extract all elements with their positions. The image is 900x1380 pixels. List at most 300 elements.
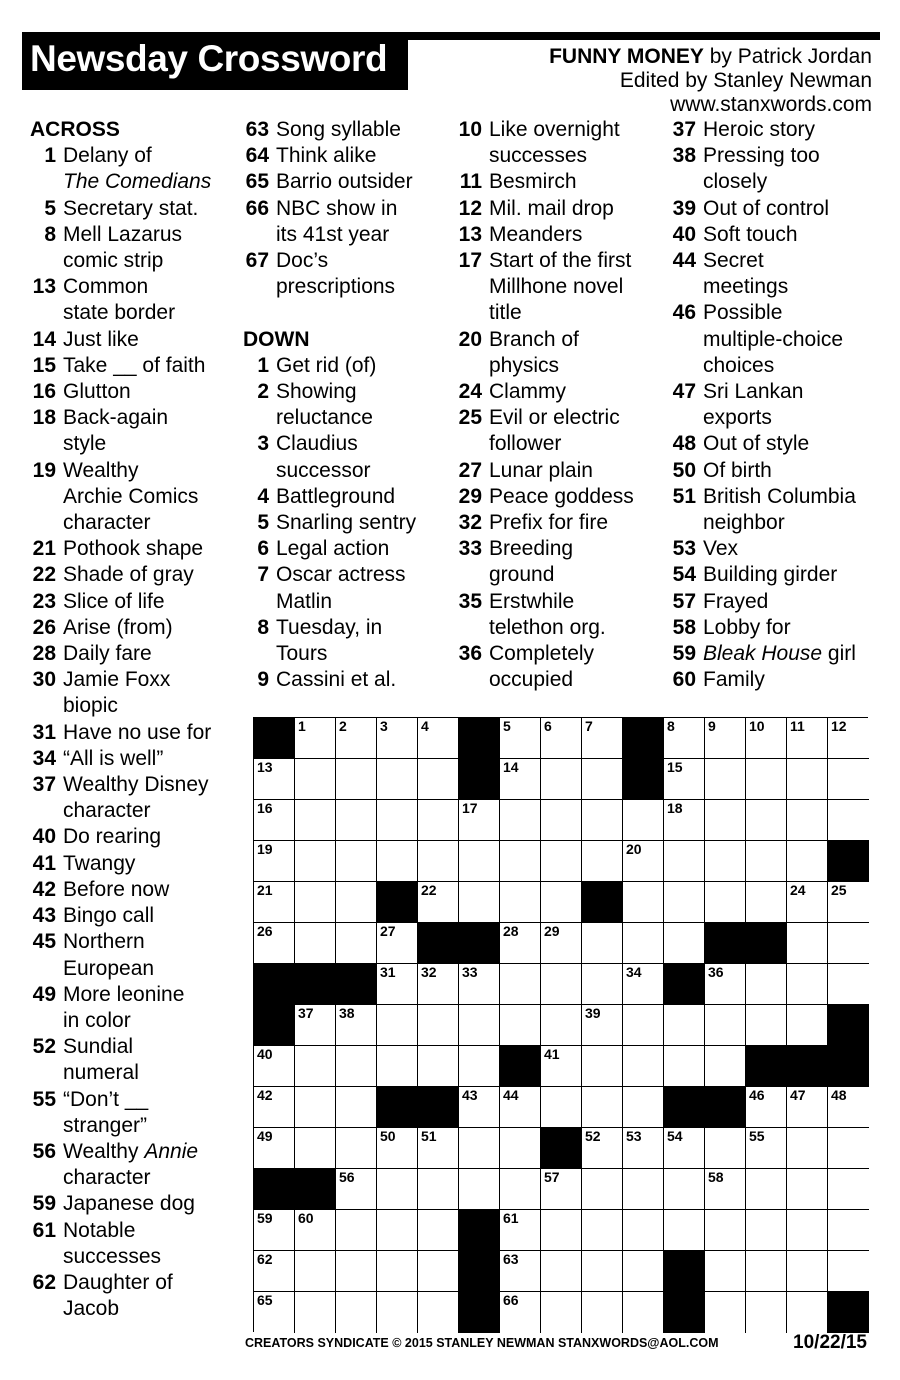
- clue-item: [670, 615, 875, 641]
- clue-number: 15: [32, 353, 56, 377]
- grid-cell[interactable]: [541, 923, 582, 964]
- clue-text: Glutton: [63, 380, 131, 404]
- clue-column-4: [670, 117, 875, 693]
- crossword-grid[interactable]: [253, 717, 868, 1332]
- grid-cell[interactable]: [459, 841, 500, 882]
- grid-cell[interactable]: [541, 1169, 582, 1210]
- grid-cell[interactable]: [787, 1292, 828, 1333]
- grid-cell[interactable]: [377, 800, 418, 841]
- grid-cell[interactable]: [377, 1169, 418, 1210]
- clue-item: [30, 877, 230, 903]
- cell-number: 42: [257, 1087, 273, 1103]
- grid-cell[interactable]: [787, 718, 828, 759]
- grid-cell[interactable]: [418, 759, 459, 800]
- grid-cell[interactable]: [377, 1005, 418, 1046]
- cell-number: 9: [708, 718, 716, 734]
- grid-cell[interactable]: [541, 1087, 582, 1128]
- grid-cell[interactable]: [541, 1251, 582, 1292]
- grid-cell[interactable]: [500, 800, 541, 841]
- clue-text: Secretary stat.: [63, 196, 199, 220]
- grid-cell[interactable]: [295, 841, 336, 882]
- grid-cell[interactable]: [377, 1128, 418, 1169]
- grid-cell[interactable]: [623, 841, 664, 882]
- clue-item: [30, 1034, 230, 1086]
- grid-cell[interactable]: [418, 1210, 459, 1251]
- grid-cell[interactable]: [254, 1046, 295, 1087]
- clue-item: [30, 746, 230, 772]
- grid-cell[interactable]: [377, 1210, 418, 1251]
- grid-block: [418, 923, 459, 964]
- grid-cell[interactable]: [623, 1251, 664, 1292]
- grid-cell[interactable]: [787, 1005, 828, 1046]
- puzzle-author: by Patrick Jordan: [709, 45, 872, 68]
- clue-number: 66: [245, 196, 269, 220]
- grid-cell[interactable]: [828, 800, 869, 841]
- grid-cell[interactable]: [705, 1046, 746, 1087]
- grid-cell[interactable]: [336, 1292, 377, 1333]
- grid-cell[interactable]: [377, 1251, 418, 1292]
- clue-item: [30, 1218, 230, 1270]
- cell-number: 61: [503, 1210, 519, 1226]
- clue-item: [30, 536, 230, 562]
- clue-item: [30, 458, 230, 537]
- grid-cell[interactable]: [377, 1046, 418, 1087]
- clue-item: [243, 562, 443, 614]
- grid-cell[interactable]: [336, 1210, 377, 1251]
- clue-item: [670, 117, 875, 143]
- grid-cell[interactable]: [746, 1292, 787, 1333]
- clue-text: successes: [489, 144, 588, 168]
- grid-cell[interactable]: [623, 882, 664, 923]
- clue-text: Notable: [63, 1218, 136, 1242]
- clue-number: 3: [257, 432, 269, 456]
- grid-cell[interactable]: [541, 1005, 582, 1046]
- cell-number: 57: [544, 1169, 560, 1185]
- clue-number: 5: [44, 196, 56, 220]
- grid-cell[interactable]: [500, 1210, 541, 1251]
- clue-text: Think alike: [276, 144, 377, 168]
- grid-cell[interactable]: [582, 1046, 623, 1087]
- grid-cell[interactable]: [746, 1251, 787, 1292]
- grid-cell[interactable]: [705, 964, 746, 1005]
- grid-cell[interactable]: [664, 923, 705, 964]
- grid-cell[interactable]: [541, 882, 582, 923]
- grid-cell[interactable]: [582, 800, 623, 841]
- grid-cell[interactable]: [418, 1046, 459, 1087]
- grid-cell[interactable]: [418, 964, 459, 1005]
- grid-cell[interactable]: [541, 800, 582, 841]
- clue-number: 44: [672, 249, 696, 273]
- grid-cell[interactable]: [336, 718, 377, 759]
- grid-cell[interactable]: [705, 1251, 746, 1292]
- grid-cell[interactable]: [418, 1292, 459, 1333]
- grid-cell[interactable]: [254, 759, 295, 800]
- grid-cell[interactable]: [500, 923, 541, 964]
- grid-cell[interactable]: [787, 1251, 828, 1292]
- clue-text: Back-again: [63, 406, 169, 430]
- grid-cell[interactable]: [500, 1128, 541, 1169]
- grid-cell[interactable]: [500, 1087, 541, 1128]
- grid-cell[interactable]: [705, 1292, 746, 1333]
- grid-cell[interactable]: [664, 882, 705, 923]
- grid-cell[interactable]: [582, 1128, 623, 1169]
- grid-cell[interactable]: [828, 1210, 869, 1251]
- grid-cell[interactable]: [418, 718, 459, 759]
- grid-cell[interactable]: [828, 718, 869, 759]
- grid-cell[interactable]: [582, 923, 623, 964]
- grid-cell[interactable]: [459, 800, 500, 841]
- grid-cell[interactable]: [500, 964, 541, 1005]
- grid-cell[interactable]: [664, 1046, 705, 1087]
- grid-cell[interactable]: [500, 1169, 541, 1210]
- grid-cell[interactable]: [500, 1251, 541, 1292]
- grid-cell[interactable]: [582, 841, 623, 882]
- grid-cell[interactable]: [746, 1169, 787, 1210]
- clue-number: 7: [257, 563, 269, 587]
- clue-number: 63: [245, 118, 269, 141]
- clue-number: 21: [32, 537, 56, 561]
- clue-number: 37: [32, 773, 56, 797]
- grid-cell[interactable]: [787, 800, 828, 841]
- clue-text: Wealthy: [63, 458, 139, 482]
- grid-cell[interactable]: [541, 1210, 582, 1251]
- clue-number: 1: [44, 144, 56, 168]
- clue-item: [30, 1139, 230, 1191]
- grid-cell[interactable]: [541, 759, 582, 800]
- grid-cell[interactable]: [377, 1292, 418, 1333]
- grid-cell[interactable]: [582, 759, 623, 800]
- clue-text: Legal action: [276, 537, 390, 561]
- grid-cell[interactable]: [254, 882, 295, 923]
- grid-cell[interactable]: [541, 1292, 582, 1333]
- grid-cell[interactable]: [787, 964, 828, 1005]
- grid-cell[interactable]: [459, 1169, 500, 1210]
- grid-cell[interactable]: [787, 1210, 828, 1251]
- grid-cell[interactable]: [295, 759, 336, 800]
- grid-cell[interactable]: [705, 800, 746, 841]
- grid-cell[interactable]: [623, 1087, 664, 1128]
- grid-cell[interactable]: [582, 1210, 623, 1251]
- clue-text: Slice of life: [63, 589, 165, 613]
- grid-cell[interactable]: [500, 718, 541, 759]
- cell-number: 6: [544, 718, 552, 734]
- grid-cell[interactable]: [418, 1005, 459, 1046]
- grid-cell[interactable]: [623, 1292, 664, 1333]
- clue-number: 58: [672, 615, 696, 639]
- grid-cell[interactable]: [336, 1128, 377, 1169]
- grid-cell[interactable]: [459, 1005, 500, 1046]
- clue-item: [30, 405, 230, 457]
- grid-cell[interactable]: [541, 841, 582, 882]
- grid-cell[interactable]: [705, 718, 746, 759]
- cell-number: 51: [421, 1128, 437, 1144]
- cell-number: 13: [257, 759, 273, 775]
- cell-number: 53: [626, 1128, 642, 1144]
- grid-cell[interactable]: [787, 1169, 828, 1210]
- grid-cell[interactable]: [295, 1292, 336, 1333]
- clue-text: Daily fare: [63, 642, 152, 666]
- grid-cell[interactable]: [336, 1169, 377, 1210]
- grid-cell[interactable]: [254, 1251, 295, 1292]
- grid-cell[interactable]: [254, 1210, 295, 1251]
- grid-block: [500, 1046, 541, 1087]
- grid-cell[interactable]: [459, 1087, 500, 1128]
- grid-block: [295, 964, 336, 1005]
- clue-text: Like overnight: [489, 118, 620, 141]
- grid-cell[interactable]: [623, 1046, 664, 1087]
- cell-number: 54: [667, 1128, 683, 1144]
- grid-cell[interactable]: [705, 1005, 746, 1046]
- clue-text: Lobby for: [703, 615, 791, 639]
- clue-item: [456, 222, 656, 248]
- cell-number: 11: [790, 718, 805, 734]
- clue-item: [670, 379, 875, 431]
- grid-cell[interactable]: [295, 1210, 336, 1251]
- grid-cell[interactable]: [787, 1087, 828, 1128]
- grid-cell[interactable]: [459, 882, 500, 923]
- grid-cell[interactable]: [664, 718, 705, 759]
- grid-cell[interactable]: [705, 759, 746, 800]
- grid-cell[interactable]: [500, 1005, 541, 1046]
- grid-cell[interactable]: [746, 759, 787, 800]
- grid-cell[interactable]: [254, 800, 295, 841]
- cell-number: 62: [257, 1251, 273, 1267]
- grid-cell[interactable]: [787, 841, 828, 882]
- cell-number: 46: [749, 1087, 765, 1103]
- grid-cell[interactable]: [582, 1292, 623, 1333]
- grid-cell[interactable]: [746, 882, 787, 923]
- grid-cell[interactable]: [418, 1251, 459, 1292]
- clue-item: [670, 248, 875, 300]
- grid-cell[interactable]: [336, 759, 377, 800]
- grid-cell[interactable]: [295, 1087, 336, 1128]
- grid-cell[interactable]: [295, 1128, 336, 1169]
- grid-cell[interactable]: [705, 1128, 746, 1169]
- grid-cell[interactable]: [664, 1169, 705, 1210]
- grid-cell[interactable]: [787, 1128, 828, 1169]
- grid-cell[interactable]: [623, 1005, 664, 1046]
- grid-cell[interactable]: [664, 1005, 705, 1046]
- grid-cell[interactable]: [623, 800, 664, 841]
- cell-number: 55: [749, 1128, 765, 1144]
- clue-text: Soft touch: [703, 222, 798, 246]
- grid-block: [418, 1087, 459, 1128]
- grid-cell[interactable]: [623, 923, 664, 964]
- clue-text: Besmirch: [489, 170, 577, 194]
- clue-text: character: [63, 1166, 151, 1190]
- grid-cell[interactable]: [746, 800, 787, 841]
- clue-text: Do rearing: [63, 825, 162, 849]
- grid-cell[interactable]: [418, 1128, 459, 1169]
- grid-cell[interactable]: [828, 759, 869, 800]
- grid-cell[interactable]: [582, 1169, 623, 1210]
- grid-cell[interactable]: [418, 1169, 459, 1210]
- clue-number: 9: [257, 668, 269, 692]
- grid-cell[interactable]: [705, 841, 746, 882]
- grid-cell[interactable]: [459, 1128, 500, 1169]
- grid-cell[interactable]: [705, 1210, 746, 1251]
- grid-cell[interactable]: [746, 1005, 787, 1046]
- header-rule: [408, 32, 880, 40]
- cell-number: 67: [667, 1292, 683, 1308]
- clue-item: [243, 248, 443, 300]
- clue-item: [456, 327, 656, 379]
- grid-cell[interactable]: [746, 1128, 787, 1169]
- cell-number: 44: [503, 1087, 519, 1103]
- grid-cell[interactable]: [336, 1251, 377, 1292]
- clue-text: Mil. mail drop: [489, 196, 614, 220]
- cell-number: 30: [749, 923, 765, 939]
- grid-cell[interactable]: [582, 964, 623, 1005]
- grid-cell[interactable]: [746, 1087, 787, 1128]
- clue-item: [30, 327, 230, 353]
- grid-cell[interactable]: [787, 923, 828, 964]
- grid-cell[interactable]: [828, 882, 869, 923]
- grid-block: [377, 882, 418, 923]
- clue-number: 19: [32, 458, 56, 482]
- cell-number: 27: [380, 923, 396, 939]
- clue-number: 10: [458, 118, 482, 141]
- grid-cell[interactable]: [254, 1087, 295, 1128]
- grid-cell[interactable]: [828, 1128, 869, 1169]
- clue-text: Wealthy Annie: [63, 1139, 199, 1163]
- clue-text: closely: [703, 170, 768, 194]
- grid-cell[interactable]: [623, 1210, 664, 1251]
- grid-cell[interactable]: [254, 1128, 295, 1169]
- cell-number: 59: [257, 1210, 273, 1226]
- grid-block: [254, 1005, 295, 1046]
- clue-text: British Columbia: [703, 484, 856, 508]
- grid-block: [623, 759, 664, 800]
- clue-item: [30, 982, 230, 1034]
- grid-cell[interactable]: [828, 1251, 869, 1292]
- grid-cell[interactable]: [746, 964, 787, 1005]
- grid-cell[interactable]: [418, 841, 459, 882]
- clue-number: 25: [458, 406, 482, 430]
- cell-number: 25: [831, 882, 847, 898]
- grid-cell[interactable]: [664, 1210, 705, 1251]
- grid-cell[interactable]: [459, 1046, 500, 1087]
- clue-number: 42: [32, 877, 56, 901]
- grid-block: [664, 1087, 705, 1128]
- grid-cell[interactable]: [377, 718, 418, 759]
- grid-cell[interactable]: [541, 718, 582, 759]
- cell-number: 1: [298, 718, 306, 734]
- grid-cell[interactable]: [746, 841, 787, 882]
- grid-block: [664, 1251, 705, 1292]
- grid-cell[interactable]: [336, 1046, 377, 1087]
- grid-cell[interactable]: [459, 964, 500, 1005]
- grid-cell[interactable]: [254, 923, 295, 964]
- grid-cell[interactable]: [582, 718, 623, 759]
- cell-number: 10: [749, 718, 765, 734]
- clue-number: 37: [672, 118, 696, 141]
- grid-cell[interactable]: [787, 882, 828, 923]
- grid-cell[interactable]: [336, 1005, 377, 1046]
- cell-number: 4: [421, 718, 429, 734]
- grid-cell[interactable]: [828, 1087, 869, 1128]
- grid-cell[interactable]: [664, 759, 705, 800]
- grid-cell[interactable]: [541, 1046, 582, 1087]
- clue-item: [670, 667, 875, 693]
- grid-cell[interactable]: [746, 718, 787, 759]
- grid-cell[interactable]: [377, 841, 418, 882]
- clue-item: [243, 196, 443, 248]
- grid-cell[interactable]: [582, 1251, 623, 1292]
- grid-cell[interactable]: [377, 923, 418, 964]
- grid-block: [459, 1251, 500, 1292]
- clue-number: 22: [32, 563, 56, 587]
- grid-cell[interactable]: [623, 1128, 664, 1169]
- cell-number: 16: [257, 800, 273, 816]
- grid-block: [541, 1128, 582, 1169]
- clue-number: 57: [672, 589, 696, 613]
- grid-cell[interactable]: [828, 923, 869, 964]
- grid-cell[interactable]: [787, 759, 828, 800]
- grid-cell[interactable]: [295, 1251, 336, 1292]
- grid-cell[interactable]: [705, 1169, 746, 1210]
- grid-cell[interactable]: [336, 882, 377, 923]
- clue-item: [670, 458, 875, 484]
- clue-text: “All is well”: [63, 746, 164, 770]
- cell-number: 40: [257, 1046, 273, 1062]
- grid-cell[interactable]: [295, 882, 336, 923]
- grid-cell[interactable]: [664, 841, 705, 882]
- grid-cell[interactable]: [500, 841, 541, 882]
- grid-cell[interactable]: [623, 1169, 664, 1210]
- grid-cell[interactable]: [623, 964, 664, 1005]
- grid-cell[interactable]: [336, 923, 377, 964]
- grid-cell[interactable]: [254, 841, 295, 882]
- grid-cell[interactable]: [336, 800, 377, 841]
- grid-cell[interactable]: [500, 759, 541, 800]
- grid-cell[interactable]: [500, 1292, 541, 1333]
- clue-text: Branch of: [489, 327, 579, 351]
- grid-cell[interactable]: [295, 718, 336, 759]
- grid-cell[interactable]: [541, 964, 582, 1005]
- grid-cell[interactable]: [295, 1005, 336, 1046]
- grid-cell[interactable]: [828, 1169, 869, 1210]
- clue-text: Breeding: [489, 537, 574, 561]
- clue-number: 24: [458, 380, 482, 404]
- grid-cell[interactable]: [336, 1087, 377, 1128]
- clue-number: 13: [458, 222, 482, 246]
- grid-cell[interactable]: [582, 1005, 623, 1046]
- grid-block: [746, 923, 787, 964]
- grid-cell[interactable]: [500, 882, 541, 923]
- grid-cell[interactable]: [377, 759, 418, 800]
- grid-cell[interactable]: [664, 800, 705, 841]
- grid-cell[interactable]: [418, 882, 459, 923]
- grid-cell[interactable]: [705, 882, 746, 923]
- grid-cell[interactable]: [664, 1128, 705, 1169]
- clue-text: NBC show in: [276, 196, 398, 220]
- grid-cell[interactable]: [746, 1210, 787, 1251]
- grid-cell[interactable]: [418, 800, 459, 841]
- grid-cell[interactable]: [254, 1292, 295, 1333]
- grid-cell[interactable]: [295, 800, 336, 841]
- grid-cell[interactable]: [295, 1046, 336, 1087]
- grid-cell[interactable]: [828, 964, 869, 1005]
- clue-text: Japanese dog: [63, 1192, 195, 1216]
- clue-number: 13: [32, 275, 56, 299]
- grid-cell[interactable]: [377, 964, 418, 1005]
- grid-cell[interactable]: [295, 923, 336, 964]
- grid-cell[interactable]: [582, 1087, 623, 1128]
- cell-number: 52: [585, 1128, 601, 1144]
- clue-item: [456, 536, 656, 588]
- grid-cell[interactable]: [336, 841, 377, 882]
